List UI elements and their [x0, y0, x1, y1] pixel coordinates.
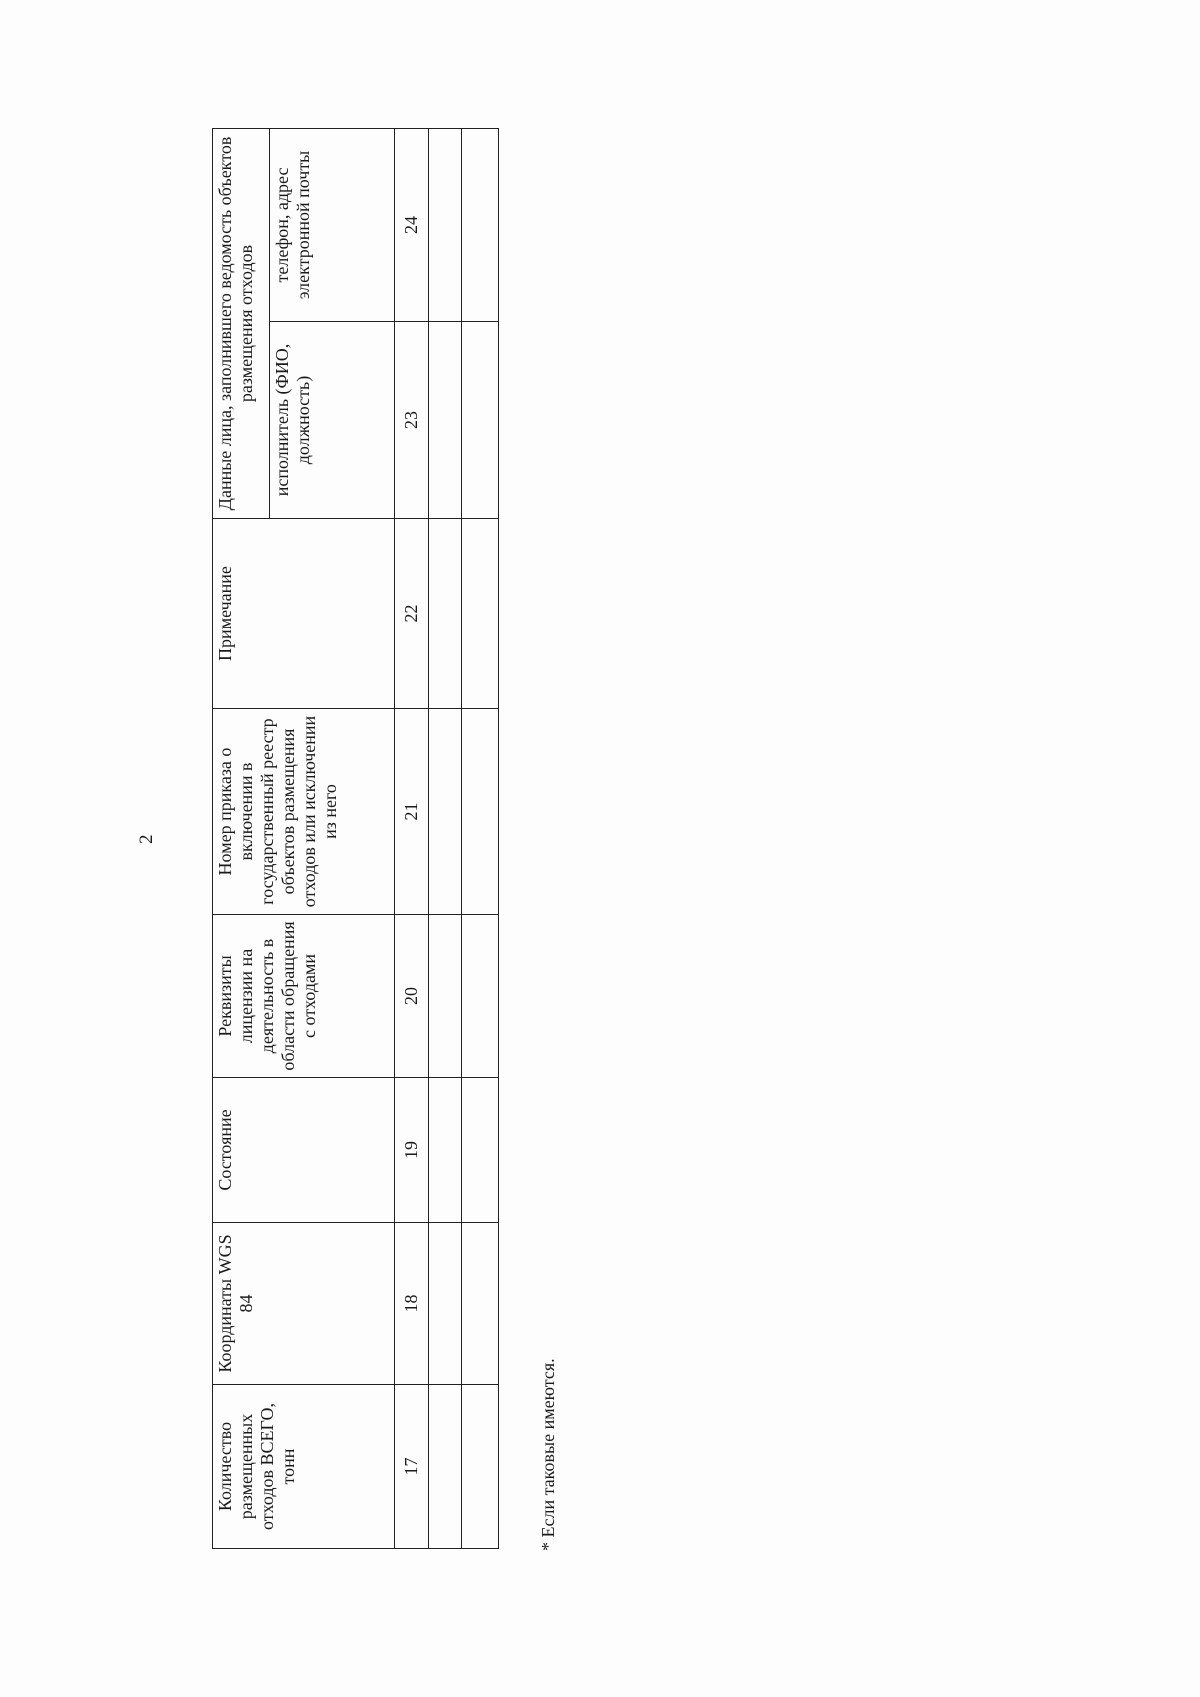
- header-cell-license: Реквизиты лицензии на деятельность в области обращения с отходами: [213, 915, 395, 1078]
- page-number: 2: [136, 834, 157, 844]
- column-number: 21: [395, 709, 429, 915]
- table-cell: [428, 1078, 461, 1223]
- table-cell: [428, 1385, 461, 1549]
- table-header-row: [213, 128, 270, 1548]
- table-cell: [461, 322, 498, 519]
- table-number-row: [395, 128, 429, 1548]
- header-cell-note: Примечание: [213, 519, 395, 709]
- table-cell: [461, 709, 498, 915]
- table-cell: [461, 128, 498, 321]
- column-number: 18: [395, 1223, 429, 1385]
- footnote: * Если таковые имеются.: [538, 1358, 558, 1551]
- column-number: 22: [395, 519, 429, 709]
- table-cell: [461, 1385, 498, 1549]
- waste-objects-table: [212, 128, 499, 1549]
- header-cell-order-number: Номер приказа о включении в государственный реестр объектов размещения отходов или исключении из него: [213, 709, 395, 915]
- column-number: 23: [395, 322, 429, 519]
- table-cell: [428, 915, 461, 1078]
- header-cell-filler-data: Данные лица, заполнившего ведомость объектов размещения отходов: [213, 128, 270, 518]
- column-number: 20: [395, 915, 429, 1078]
- column-number: 19: [395, 1078, 429, 1223]
- header-cell-quantity: Количество размещенных отходов ВСЕГО, тонн: [213, 1385, 395, 1549]
- table-cell: [428, 322, 461, 519]
- column-number: 17: [395, 1385, 429, 1549]
- header-cell-contacts: телефон, адрес электронной почты: [269, 128, 395, 321]
- table-cell: [461, 1223, 498, 1385]
- table-cell: [428, 128, 461, 321]
- table-cell: [428, 709, 461, 915]
- table-row: [461, 128, 498, 1548]
- header-cell-coordinates: Координаты WGS 84: [213, 1223, 395, 1385]
- column-number: 24: [395, 128, 429, 321]
- table-cell: [461, 519, 498, 709]
- header-cell-status: Состояние: [213, 1078, 395, 1223]
- table-cell: [428, 519, 461, 709]
- header-cell-executor: исполнитель (ФИО, должность): [269, 322, 395, 519]
- table-cell: [428, 1223, 461, 1385]
- table-cell: [461, 1078, 498, 1223]
- table-row: [428, 128, 461, 1548]
- table-cell: [461, 915, 498, 1078]
